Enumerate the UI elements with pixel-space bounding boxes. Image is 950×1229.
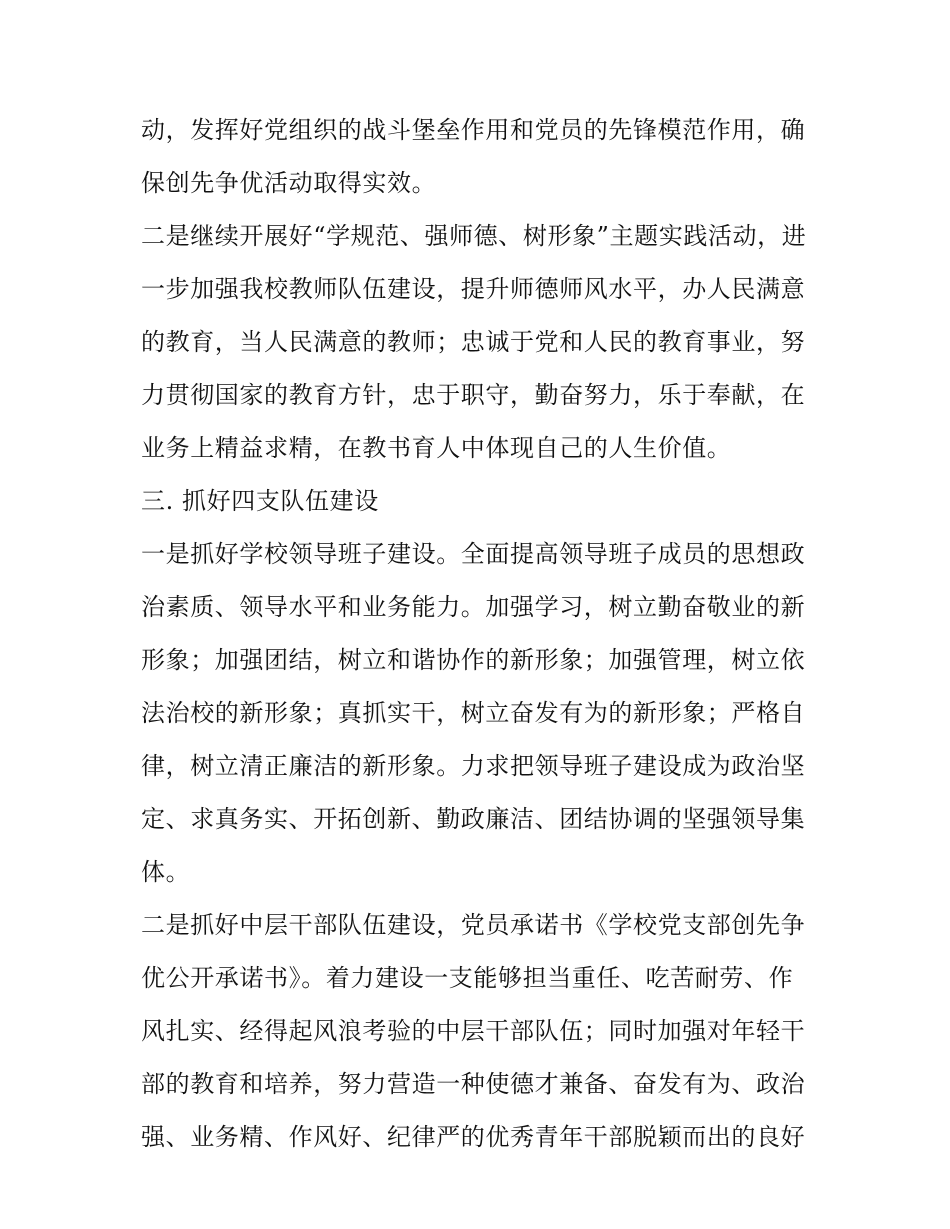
text-line: 风扎实、经得起风浪考验的中层干部队伍；同时加强对年轻干 xyxy=(141,1017,806,1045)
text-line: 强、业务精、作风好、纪律严的优秀青年干部脱颖而出的良好 xyxy=(141,1123,806,1151)
text-line: 定、求真务实、开拓创新、勤政廉洁、团结协调的坚强领导集 xyxy=(141,805,806,833)
text-line: 动，发挥好党组织的战斗堡垒作用和党员的先锋模范作用，确 xyxy=(141,116,806,144)
text-line: 体。 xyxy=(141,858,191,886)
text-line: 律，树立清正廉洁的新形象。力求把领导班子建设成为政治坚 xyxy=(141,752,806,780)
document-body xyxy=(141,104,813,1164)
text-line: 一是抓好学校领导班子建设。全面提高领导班子成员的思想政 xyxy=(141,540,806,568)
text-line: 形象；加强团结，树立和谐协作的新形象；加强管理，树立依 xyxy=(141,646,806,674)
text-line: 保创先争优活动取得实效。 xyxy=(141,169,437,197)
text-line: 二是抓好中层干部队伍建设，党员承诺书《学校党支部创先争 xyxy=(141,911,806,939)
text-line: 二是继续开展好“学规范、强师德、树形象”主题实践活动，进 xyxy=(141,222,807,250)
text-line: 优公开承诺书》。着力建设一支能够担当重任、吃苦耐劳、作 xyxy=(141,964,794,992)
text-line: 法治校的新形象；真抓实干，树立奋发有为的新形象；严格自 xyxy=(141,699,806,727)
text-line: 业务上精益求精，在教书育人中体现自己的人生价值。 xyxy=(141,434,732,462)
text-line: 的教育，当人民满意的教师；忠诚于党和人民的教育事业，努 xyxy=(141,328,806,356)
text-line: 力贯彻国家的教育方针，忠于职守，勤奋努力，乐于奉献，在 xyxy=(141,381,806,409)
text-line: 一步加强我校教师队伍建设，提升师德师风水平，办人民满意 xyxy=(141,275,806,303)
text-line: 部的教育和培养，努力营造一种使德才兼备、奋发有为、政治 xyxy=(141,1070,806,1098)
section-heading: 三. 抓好四支队伍建设 xyxy=(141,487,379,515)
text-line: 治素质、领导水平和业务能力。加强学习，树立勤奋敬业的新 xyxy=(141,593,806,621)
